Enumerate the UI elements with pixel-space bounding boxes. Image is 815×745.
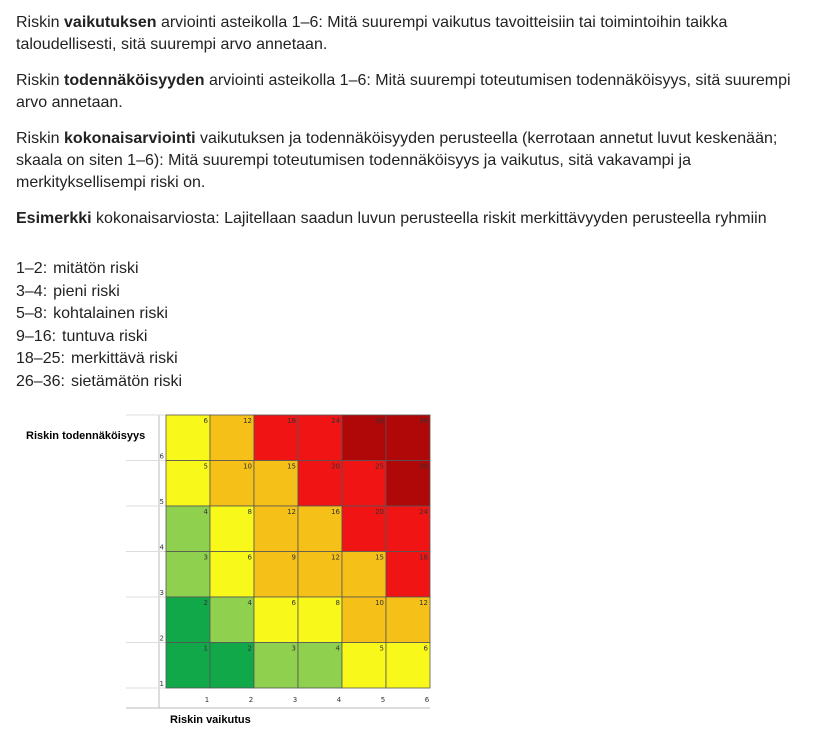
impact-paragraph-prefix: Riskin <box>16 14 65 31</box>
overall-paragraph-text: vaikutuksen ja todennäköisyyden perusteella (kerrotaan annetut luvut keskenään; skaala on siten 1–6): Mitä suurempi toteutumisen todennäköisyys ja vaikutus, sitä vakavampi ja merkityksellisempi riski on. <box>16 130 778 191</box>
cell-value: 6 <box>203 417 208 425</box>
cell-value: 8 <box>335 599 340 607</box>
cell-value: 8 <box>247 508 252 516</box>
y-tick-label: 4 <box>159 543 164 552</box>
cell-value: 4 <box>247 599 252 607</box>
cell-value: 10 <box>243 462 252 471</box>
y-tick-label: 2 <box>159 634 164 643</box>
scale-item <box>16 281 806 304</box>
risk-matrix-chart <box>0 400 460 745</box>
cell-value: 12 <box>419 599 428 607</box>
cell-value: 20 <box>375 508 384 516</box>
cell-value: 36 <box>419 417 428 425</box>
scale-item <box>16 326 806 349</box>
cell-value: 2 <box>203 599 208 607</box>
scale-label: sietämätön riski <box>70 372 183 390</box>
cell-value: 1 <box>203 644 208 653</box>
overall-keyword: kokonaisarviointi <box>64 130 196 147</box>
y-tick-label: 3 <box>159 589 164 597</box>
x-tick-label: 6 <box>424 696 430 704</box>
scale-item <box>16 258 806 281</box>
risk-scale-list <box>16 258 806 393</box>
cell-value: 18 <box>419 553 428 562</box>
scale-label: kohtalainen riski <box>53 305 168 322</box>
cell-value: 16 <box>331 508 340 516</box>
y-tick-label: 6 <box>159 452 164 461</box>
x-axis-title: Riskin vaikutus <box>170 714 251 726</box>
cell-value: 6 <box>423 644 428 653</box>
x-tick-label: 1 <box>204 696 210 704</box>
scale-label: tuntuva riski <box>62 327 148 345</box>
cell-value: 30 <box>419 462 428 471</box>
impact-keyword: vaikutuksen <box>64 14 157 31</box>
cell-value: 15 <box>375 553 384 562</box>
scale-label: pieni riski <box>53 282 120 300</box>
scale-range: 26–36: <box>16 372 65 390</box>
scale-range: 9–16: <box>16 327 57 345</box>
scale-range: 3–4: <box>16 282 48 300</box>
cell-value: 30 <box>375 417 384 425</box>
cell-value: 25 <box>375 462 384 471</box>
example-paragraph <box>16 208 806 230</box>
impact-paragraph-text: arviointi asteikolla 1–6: Mitä suurempi vaikutus tavoitteisiin tai toimintoihin taikka taloudellisesti, sitä suurempi arvo annetaan. <box>16 14 728 53</box>
cell-value: 24 <box>331 417 340 425</box>
cell-value: 2 <box>247 644 252 653</box>
cell-value: 4 <box>203 508 208 516</box>
cell-value: 6 <box>291 599 296 607</box>
cell-value: 12 <box>243 417 252 425</box>
probability-paragraph <box>16 70 806 114</box>
scale-item <box>16 371 806 394</box>
x-tick-label: 4 <box>336 696 342 704</box>
scale-label: mitätön riski <box>53 260 139 277</box>
probability-keyword: todennäköisyyden <box>64 72 205 89</box>
scale-range: 1–2: <box>16 260 48 277</box>
overall-paragraph-prefix: Riskin <box>16 130 65 147</box>
cell-value: 15 <box>287 462 296 471</box>
scale-range: 18–25: <box>16 350 65 367</box>
cell-value: 3 <box>203 553 208 562</box>
cell-value: 12 <box>287 508 296 516</box>
scale-label: merkittävä riski <box>70 350 178 367</box>
overall-paragraph <box>16 128 806 194</box>
y-tick-label: 1 <box>159 680 164 688</box>
cell-value: 20 <box>331 462 340 471</box>
cell-value: 24 <box>419 508 428 516</box>
impact-paragraph <box>16 12 806 56</box>
cell-value: 4 <box>335 644 340 653</box>
example-keyword: Esimerkki <box>16 210 92 227</box>
scale-item <box>16 348 806 371</box>
risk-matrix <box>0 400 460 745</box>
x-tick-label: 5 <box>380 696 386 704</box>
example-paragraph-text: kokonaisarviosta: Lajitellaan saadun luvun perusteella riskit merkittävyyden perusteella ryhmiin <box>91 210 767 227</box>
cell-value: 5 <box>203 462 208 471</box>
probability-paragraph-prefix: Riskin <box>16 72 65 89</box>
cell-value: 10 <box>375 599 384 607</box>
cell-value: 9 <box>291 553 296 562</box>
y-tick-label: 5 <box>159 498 164 506</box>
scale-range: 5–8: <box>16 305 48 322</box>
x-tick-label: 2 <box>248 696 254 704</box>
cell-value: 3 <box>291 644 296 653</box>
cell-value: 5 <box>379 644 384 653</box>
cell-value: 12 <box>331 553 340 562</box>
scale-item <box>16 303 806 326</box>
cell-value: 18 <box>287 417 296 425</box>
cell-value: 6 <box>247 553 252 562</box>
risk-description <box>16 12 806 393</box>
y-axis-title: Riskin todennäköisyys <box>26 430 146 442</box>
probability-paragraph-text: arviointi asteikolla 1–6: Mitä suurempi toteutumisen todennäköisyys, sitä suurempi arvo annetaan. <box>16 72 791 111</box>
x-tick-label: 3 <box>292 696 298 704</box>
